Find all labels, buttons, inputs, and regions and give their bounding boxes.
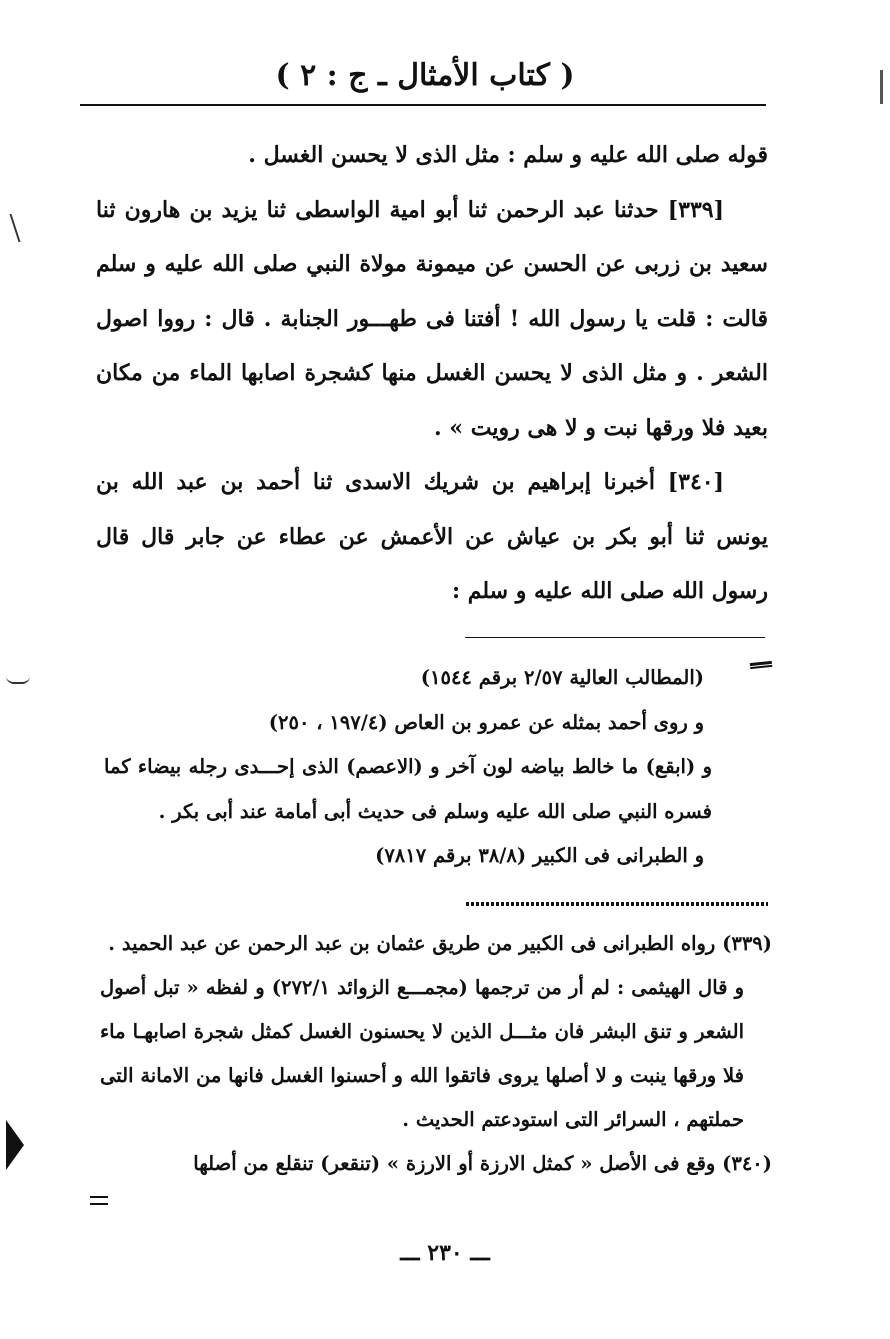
footnote-line: و الطبرانى فى الكبير (٣٨/٨ برقم ٧٨١٧) (375, 844, 704, 867)
page-edge-triangle-icon (6, 1120, 24, 1170)
footnote-continuation-mark (750, 661, 773, 669)
footnotes-bottom (100, 922, 772, 1186)
continuation-mark (90, 1196, 108, 1205)
footnote-339: (٣٣٩) رواه الطبرانى فى الكبير من طريق عثمان بن عبد الرحمن عن عبد الحميد . (108, 932, 772, 955)
footnotes-top (104, 656, 768, 879)
footnote-line: و روى أحمد بمثله عن عمرو بن العاص (١٩٧/٤ ، ٢٥٠) (268, 710, 704, 734)
footnote-339-continuation: و قال الهيثمى : لم أر من ترجمها (مجمـــع الزوائد ٢٧٢/١) و لفظه « تبل أصول الشعر و تنق البشر فان مثـــل الذين لا يحسنون الغسل كمثل شجرة اصابهـا ماء فلا ورقها ينبت و لا أصلها يروى فاتقوا الله و أحسنوا الغسل فانها من الامانة التى حملتهم ، السرائر التى استودعتم الحديث . (100, 976, 744, 1131)
header-rule (80, 104, 766, 106)
running-header: ( كتاب الأمثال ـ ج : ٢ ) (275, 58, 575, 93)
footnote-line: و (ابقع) ما خالط بياضه لون آخر و (الاعصم) الذى إحـــدى رجله بيضاء كما فسره النبي صلى الله عليه وسلم فى حديث أبى أمامة عند أبى بكر . (104, 755, 712, 823)
page-edge-mark (880, 70, 883, 104)
footnote-separator (465, 637, 765, 638)
scan-speck (6, 676, 30, 684)
paragraph-hadith-339: [٣٣٩] حدثنا عبد الرحمن ثنا أبو امية الواسطى ثنا يزيد بن هارون ثنا سعيد بن زربى عن الحسن عن ميمونة مولاة النبي صلى الله عليه و سلم قالت : قلت يا رسول الله ! أفتنا فى طهـــور الجنابة . قال : رووا اصول الشعر . و مثل الذى لا يحسن الغسل منها كشجرة اصابها الماء من مكان بعيد فلا ورقها نبت و لا هى رويت » . (96, 196, 768, 441)
paragraph-intro: قوله صلى الله عليه و سلم : مثل الذى لا يحسن الغسل . (248, 142, 768, 168)
scan-speck (9, 214, 30, 242)
footnote-line: (المطالب العالية ٢/٥٧ برقم ١٥٤٤) (420, 666, 704, 689)
paragraph-hadith-340: [٣٤٠] أخبرنا إبراهيم بن شريك الاسدى ثنا أحمد بن عبد الله بن يونس ثنا أبو بكر بن عياش عن الأعمش عن عطاء عن جابر قال قال رسول الله صلى الله عليه و سلم : (96, 469, 768, 604)
main-text (96, 128, 768, 619)
footnote-340: (٣٤٠) وقع فى الأصل « كمثل الارزة أو الارزة » (تنقعر) تنقلع من أصلها (193, 1152, 772, 1175)
footnote-separator-wavy (466, 902, 768, 906)
page-number: ـــ ٢٣٠ ـــ (400, 1240, 490, 1266)
